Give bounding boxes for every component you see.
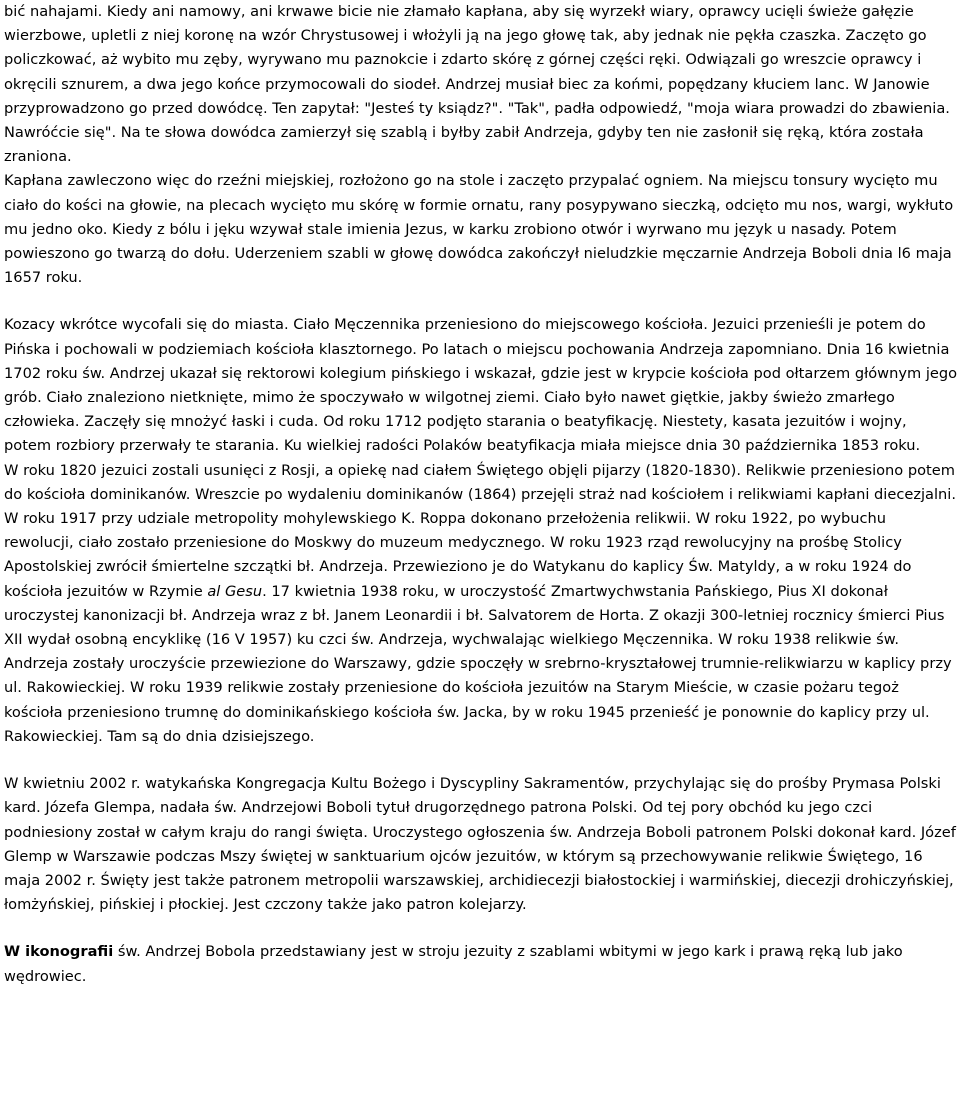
paragraph-text: W roku 1820 jezuici zostali usunięci z Rosji, a opiekę nad ciałem Świętego objęli pijarzy (1820-1830). Relikwie przeniesiono potem do kościoła dominikanów. Wreszcie po wydaleniu dominikanów (1864) przejęli straż nad kościołem i relikwiami kapłani diecezjalni. W roku 1917 przy udziale metropolity mohylewskiego K. Roppa dokonano przełożenia relikwii. W roku 1922, po wybuchu rewolucji, ciało zostało przeniesione do Moskwy do muzeum medycznego. W roku 1923 rząd rewolucyjny na prośbę Stolicy Apostolskiej zwrócił śmiertelne szczątki bł. Andrzeja. Przewieziono je do Watykanu do kaplicy Św. Matyldy, a w roku 1924 do kościoła jezuitów w Rzymie	[4, 461, 956, 600]
paragraph-text: W kwietniu 2002 r. watykańska Kongregacja Kultu Bożego i Dyscypliny Sakramentów, przychylając się do prośby Prymasa Polski kard. Józefa Glempa, nadała św. Andrzejowi Boboli tytuł drugorzędnego patrona Polski. Od tej pory obchód ku jego czci podniesiony został w całym kraju do rangi święta. Uroczystego ogłoszenia św. Andrzeja Boboli patronem Polski dokonał kard. Józef Glemp w Warszawie podczas Mszy świętej w sanktuarium ojców jezuitów, w którym są przechowywanie relikwie Świętego, 16 maja 2002 r. Święty jest także patronem metropolii warszawskiej, archidiecezji białostockiej i warmińskiej, diecezji drohiczyńskiej, łomżyńskiej, pińskiej i płockiej. Jest czczony także jako patron kolejarzy.	[4, 775, 956, 914]
paragraph-spacer	[4, 749, 958, 772]
paragraph	[4, 313, 958, 458]
italic-text: al Gesu	[207, 582, 263, 600]
paragraph-text: . 17 kwietnia 1938 roku, w uroczystość Zmartwychwstania Pańskiego, Pius XI dokonał uroczystej kanonizacji bł. Andrzeja wraz z bł. Janem Leonardii i bł. Salvatorem de Horta. Z okazji 300-letniej rocznicy śmierci Pius XII wydał osobną encyklikę (16 V 1957) ku czci św. Andrzeja, wychwalając wielkiego Męczennika. W roku 1938 relikwie św. Andrzeja zostały uroczyście przewiezione do Warszawy, gdzie spoczęły w srebrno-kryształowej trumnie-relikwiarzu w kaplicy przy ul. Rakowieckiej. W roku 1939 relikwie zostały przeniesione do kościoła jezuitów na Starym Mieście, w czasie pożaru tegoż kościoła przeniesiono trumnę do dominikańskiego kościoła św. Jacka, by w roku 1945 przenieść je ponownie do kaplicy przy ul. Rakowieckiej. Tam są do dnia dzisiejszego.	[4, 582, 952, 745]
paragraph	[4, 772, 958, 917]
paragraph-spacer	[4, 290, 958, 313]
paragraph	[4, 940, 958, 988]
paragraph-text: Kozacy wkrótce wycofali się do miasta. Ciało Męczennika przeniesiono do miejscowego kościoła. Jezuici przenieśli je potem do Pińska i pochowali w podziemiach kościoła klasztornego. Po latach o miejscu pochowania Andrzeja zapomniano. Dnia 16 kwietnia 1702 roku św. Andrzej ukazał się rektorowi kolegium pińskiego i wskazał, gdzie jest w krypcie kościoła pod ołtarzem głównym jego grób. Ciało znaleziono nietknięte, mimo że spoczywało w wilgotnej ziemi. Ciało było nawet giętkie, jakby świeżo zmarłego człowieka. Zaczęły się mnożyć łaski i cuda. Od roku 1712 podjęto starania o beatyfikację. Niestety, kasata jezuitów i wojny, potem rozbiory przerwały te starania. Ku wielkiej radości Polaków beatyfikacja miała miejsce dnia 30 października 1853 roku.	[4, 316, 958, 455]
paragraph	[4, 0, 958, 169]
document-body	[4, 0, 958, 989]
paragraph-text: bić nahajami. Kiedy ani namowy, ani krwawe bicie nie złamało kapłana, aby się wyrzekł wiary, oprawcy ucięli świeże gałęzie wierzbowe, upletli z niej koronę na wzór Chrystusowej i włożyli ją na jego głowę tak, aby jednak nie pękła czaszka. Zaczęto go policzkować, aż wybito mu zęby, wyrywano mu paznokcie i zdarto skórę z górnej części ręki. Odwiązali go wreszcie oprawcy i okręcili sznurem, a dwa jego końce przymocowali do siodeł. Andrzej musiał biec za końmi, popędzany kłuciem lanc. W Janowie przyprowadzono go przed dowódcę. Ten zapytał: "Jesteś ty ksiądz?". "Tak", padła odpowiedź, "moja wiara prowadzi do zbawienia. Nawróćcie się". Na te słowa dowódca zamierzył się szablą i byłby zabił Andrzeja, gdyby ten nie zasłonił się ręką, która została zraniona.	[4, 3, 950, 166]
paragraph-text: Kapłana zawleczono więc do rzeźni miejskiej, rozłożono go na stole i zaczęto przypalać ogniem. Na miejscu tonsury wycięto mu ciało do kości na głowie, na plecach wycięto mu skórę w formie ornatu, rany posypywano sieczką, odcięto mu nos, wargi, wykłuto mu jedno oko. Kiedy z bólu i jęku wzywał stale imienia Jezus, w karku zrobiono otwór i wyrwano mu język u nasady. Potem powieszono go twarzą do dołu. Uderzeniem szabli w głowę dowódca zakończył nieludzkie męczarnie Andrzeja Boboli dnia l6 maja 1657 roku.	[4, 172, 954, 287]
paragraph-text: św. Andrzej Bobola przedstawiany jest w stroju jezuity z szablami wbitymi w jego kark i prawą ręką lub jako wędrowiec.	[4, 943, 903, 985]
paragraph	[4, 459, 958, 749]
paragraph-spacer	[4, 917, 958, 940]
bold-text: W ikonografii	[4, 943, 114, 961]
paragraph	[4, 169, 958, 290]
